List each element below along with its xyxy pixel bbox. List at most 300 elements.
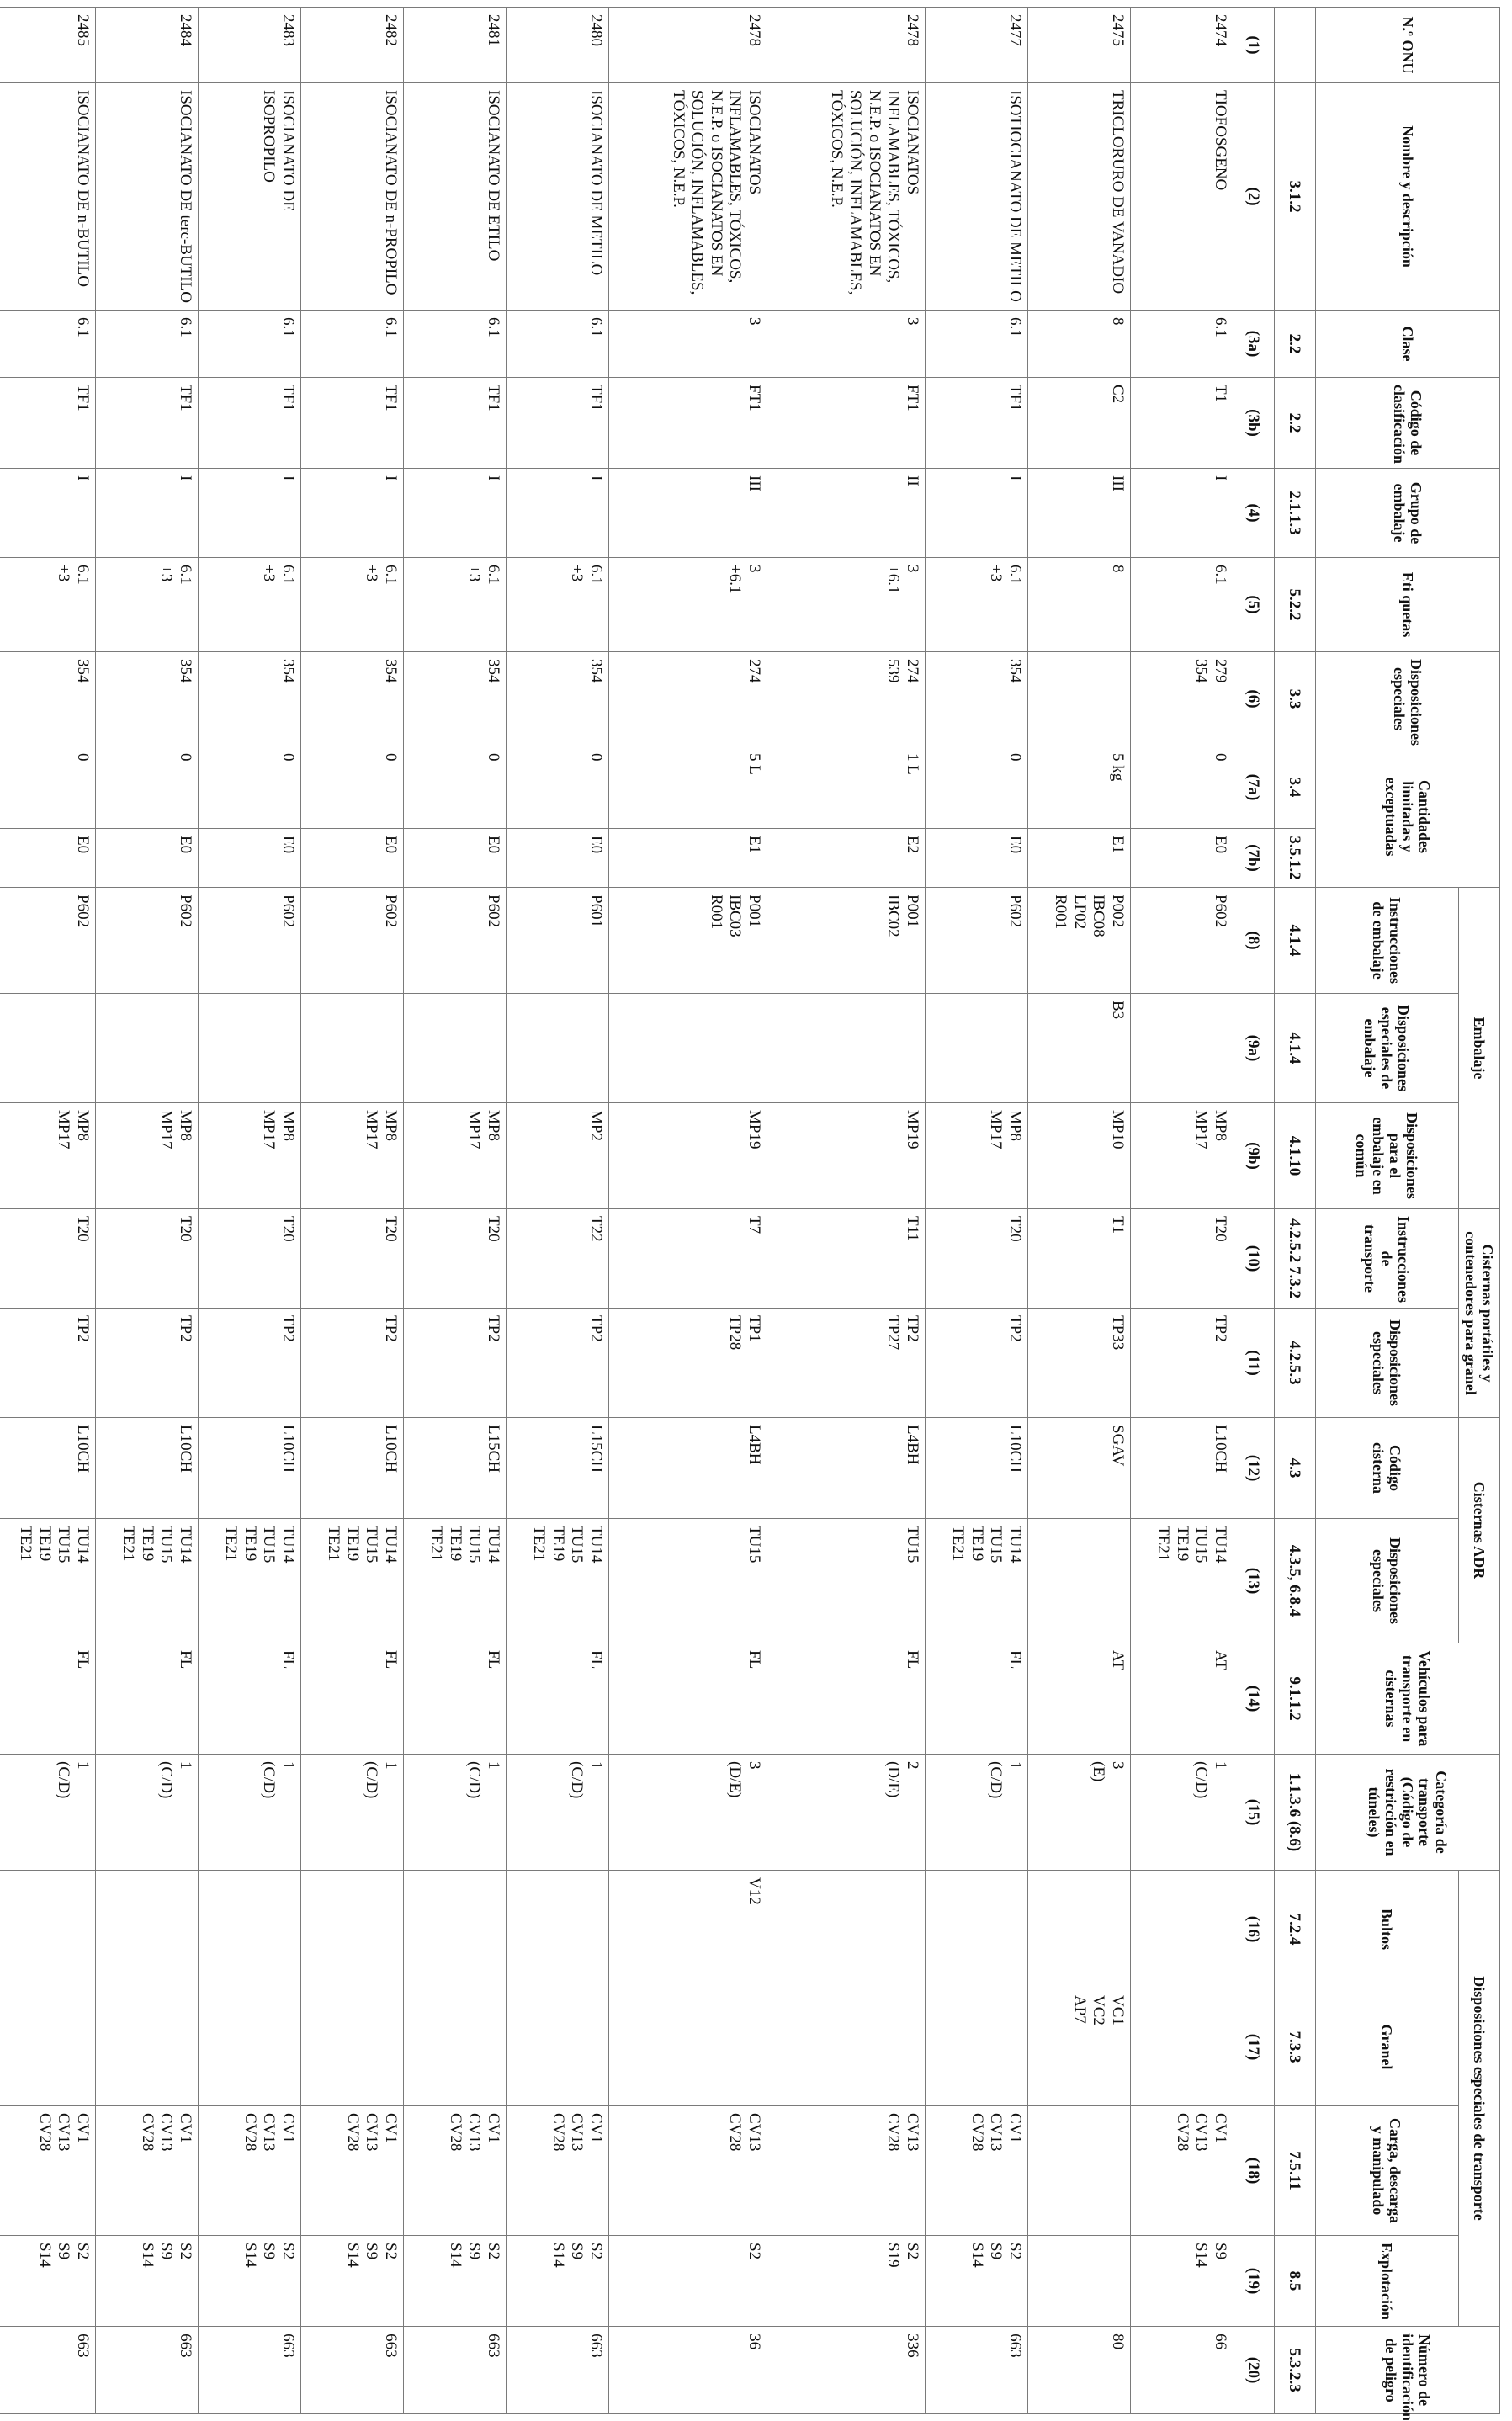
mixed-packing-cell: MP8 MP17 bbox=[95, 1103, 198, 1209]
bulk-cell bbox=[1130, 1988, 1233, 2106]
labels-cell: 3 +6.1 bbox=[767, 558, 925, 652]
adr-tank-special-cell: TU14 TU15 TE19 TE21 bbox=[0, 1519, 95, 1643]
transport-category-cell: 1 (C/D) bbox=[925, 1755, 1027, 1871]
reference-cell: 9.1.1.2 bbox=[1274, 1643, 1315, 1755]
table-row bbox=[198, 8, 300, 2414]
excepted-quantity-cell: E0 bbox=[506, 829, 608, 888]
header-special-packing: Disposiciones especiales de embalaje bbox=[1315, 994, 1458, 1103]
classification-code-cell: TF1 bbox=[506, 378, 608, 469]
tank-instructions-cell: T11 bbox=[767, 1209, 925, 1309]
tank-code-cell: L10CH bbox=[198, 1418, 300, 1519]
header-tank-instructions: Instrucciones de transporte bbox=[1315, 1209, 1458, 1309]
packing-instructions-cell: P602 bbox=[198, 888, 300, 994]
adr-tank-special-cell: TU14 TU15 TE19 TE21 bbox=[1130, 1519, 1233, 1643]
loading-cell: CV1 CV13 CV28 bbox=[1130, 2106, 1233, 2236]
hazard-id-cell: 336 bbox=[767, 2327, 925, 2414]
vehicle-cell: FL bbox=[608, 1643, 767, 1755]
vehicle-cell: FL bbox=[767, 1643, 925, 1755]
column-number-cell: (7a) bbox=[1233, 746, 1274, 829]
vehicle-cell: FL bbox=[506, 1643, 608, 1755]
limited-quantity-cell: 1 L bbox=[767, 746, 925, 829]
excepted-quantity-cell: E0 bbox=[198, 829, 300, 888]
tank-code-cell: L10CH bbox=[1130, 1418, 1233, 1519]
special-packing-cell: B3 bbox=[1027, 994, 1130, 1103]
tank-code-cell: L4BH bbox=[767, 1418, 925, 1519]
transport-category-cell: 1 (C/D) bbox=[0, 1755, 95, 1871]
reference-cell bbox=[1274, 8, 1315, 83]
mixed-packing-cell: MP8 MP17 bbox=[0, 1103, 95, 1209]
limited-quantity-cell: 0 bbox=[0, 746, 95, 829]
column-number-cell: (16) bbox=[1233, 1871, 1274, 1988]
bulk-cell bbox=[95, 1988, 198, 2106]
table-row bbox=[1027, 8, 1130, 2414]
tank-special-cell: TP33 bbox=[1027, 1309, 1130, 1418]
limited-quantity-cell: 0 bbox=[300, 746, 403, 829]
header-special-provisions: Disposiciones especiales bbox=[1315, 652, 1499, 746]
column-number-cell: (9b) bbox=[1233, 1103, 1274, 1209]
excepted-quantity-cell: E0 bbox=[0, 829, 95, 888]
class-cell: 6.1 bbox=[1130, 311, 1233, 378]
loading-cell: CV1 CV13 CV28 bbox=[0, 2106, 95, 2236]
class-cell: 3 bbox=[608, 311, 767, 378]
un-number-cell: 2474 bbox=[1130, 8, 1233, 83]
packing-group-cell: I bbox=[300, 469, 403, 558]
vehicle-cell: FL bbox=[198, 1643, 300, 1755]
column-number-cell: (2) bbox=[1233, 83, 1274, 311]
un-number-cell: 2475 bbox=[1027, 8, 1130, 83]
tank-special-cell: TP2 bbox=[95, 1309, 198, 1418]
adr-tank-special-cell: TU14 TU15 TE19 TE21 bbox=[506, 1519, 608, 1643]
operation-cell: S2 S9 S14 bbox=[506, 2236, 608, 2327]
bulk-cell bbox=[506, 1988, 608, 2106]
mixed-packing-cell: MP8 MP17 bbox=[198, 1103, 300, 1209]
mixed-packing-cell: MP8 MP17 bbox=[403, 1103, 506, 1209]
reference-cell: 4.2.5.3 bbox=[1274, 1309, 1315, 1418]
header-loading: Carga, descarga y manipulado bbox=[1315, 2106, 1458, 2236]
packing-group-cell: II bbox=[767, 469, 925, 558]
header-class: Clase bbox=[1315, 311, 1499, 378]
tank-instructions-cell: T7 bbox=[608, 1209, 767, 1309]
reference-cell: 4.3.5, 6.8.4 bbox=[1274, 1519, 1315, 1643]
hazard-id-cell: 663 bbox=[300, 2327, 403, 2414]
class-cell: 6.1 bbox=[506, 311, 608, 378]
tank-special-cell: TP2 bbox=[0, 1309, 95, 1418]
header-tank-special: Disposiciones especiales bbox=[1315, 1309, 1458, 1418]
un-number-cell: 2482 bbox=[300, 8, 403, 83]
header-adr-tanks: Cisternas ADR bbox=[1458, 1418, 1499, 1643]
class-cell: 6.1 bbox=[925, 311, 1027, 378]
hazard-id-cell: 80 bbox=[1027, 2327, 1130, 2414]
column-number-cell: (9a) bbox=[1233, 994, 1274, 1103]
mixed-packing-cell: MP8 MP17 bbox=[925, 1103, 1027, 1209]
table-body bbox=[0, 8, 1233, 2414]
transport-category-cell: 1 (C/D) bbox=[403, 1755, 506, 1871]
adr-tank-special-cell: TU14 TU15 TE19 TE21 bbox=[300, 1519, 403, 1643]
transport-category-cell: 1 (C/D) bbox=[506, 1755, 608, 1871]
packing-instructions-cell: P602 bbox=[300, 888, 403, 994]
header-adr-tank-special: Disposiciones especiales bbox=[1315, 1519, 1458, 1643]
loading-cell: CV1 CV13 CV28 bbox=[198, 2106, 300, 2236]
packing-instructions-cell: P602 bbox=[1130, 888, 1233, 994]
name-cell: ISOCIANATO DE ETILO bbox=[403, 83, 506, 311]
packages-cell bbox=[300, 1871, 403, 1988]
packages-cell bbox=[1027, 1871, 1130, 1988]
column-number-cell: (3a) bbox=[1233, 311, 1274, 378]
special-provisions-cell: 354 bbox=[300, 652, 403, 746]
column-number-cell: (18) bbox=[1233, 2106, 1274, 2236]
transport-category-cell: 2 (D/E) bbox=[767, 1755, 925, 1871]
special-provisions-cell: 354 bbox=[403, 652, 506, 746]
tank-special-cell: TP2 bbox=[506, 1309, 608, 1418]
header-tank-code: Código cisterna bbox=[1315, 1418, 1458, 1519]
un-number-cell: 2483 bbox=[198, 8, 300, 83]
header-hazard-id: Número de identificación de peligro bbox=[1315, 2327, 1499, 2414]
labels-cell: 6.1 bbox=[1130, 558, 1233, 652]
column-number-cell: (17) bbox=[1233, 1988, 1274, 2106]
adr-tank-special-cell: TU14 TU15 TE19 TE21 bbox=[95, 1519, 198, 1643]
packing-group-cell: I bbox=[0, 469, 95, 558]
table-row bbox=[925, 8, 1027, 2414]
operation-cell: S2 S9 S14 bbox=[300, 2236, 403, 2327]
packing-group-cell: I bbox=[1130, 469, 1233, 558]
reference-cell: 4.1.4 bbox=[1274, 994, 1315, 1103]
table-row bbox=[403, 8, 506, 2414]
reference-cell: 7.3.3 bbox=[1274, 1988, 1315, 2106]
adr-tank-special-cell bbox=[1027, 1519, 1130, 1643]
column-number-cell: (15) bbox=[1233, 1755, 1274, 1871]
reference-cell: 3.3 bbox=[1274, 652, 1315, 746]
column-number-cell: (1) bbox=[1233, 8, 1274, 83]
bulk-cell bbox=[608, 1988, 767, 2106]
hazard-id-cell: 663 bbox=[403, 2327, 506, 2414]
special-packing-cell bbox=[767, 994, 925, 1103]
tank-code-cell: L10CH bbox=[925, 1418, 1027, 1519]
classification-code-cell: TF1 bbox=[0, 378, 95, 469]
un-number-cell: 2480 bbox=[506, 8, 608, 83]
un-number-cell: 2478 bbox=[608, 8, 767, 83]
un-number-cell: 2477 bbox=[925, 8, 1027, 83]
tank-special-cell: TP2 bbox=[300, 1309, 403, 1418]
adr-tank-special-cell: TU15 bbox=[767, 1519, 925, 1643]
header-operation: Explotación bbox=[1315, 2236, 1458, 2327]
tank-code-cell: SGAV bbox=[1027, 1418, 1130, 1519]
limited-quantity-cell: 0 bbox=[403, 746, 506, 829]
operation-cell: S2 S9 S14 bbox=[0, 2236, 95, 2327]
table-row bbox=[95, 8, 198, 2414]
special-provisions-cell: 279 354 bbox=[1130, 652, 1233, 746]
tank-special-cell: TP2 bbox=[198, 1309, 300, 1418]
labels-cell: 6.1 +3 bbox=[198, 558, 300, 652]
column-number-cell: (12) bbox=[1233, 1418, 1274, 1519]
loading-cell: CV1 CV13 CV28 bbox=[403, 2106, 506, 2236]
tank-instructions-cell: T1 bbox=[1027, 1209, 1130, 1309]
reference-cell: 3.5.1.2 bbox=[1274, 829, 1315, 888]
packing-group-cell: I bbox=[95, 469, 198, 558]
classification-code-cell: TF1 bbox=[198, 378, 300, 469]
excepted-quantity-cell: E1 bbox=[608, 829, 767, 888]
packages-cell bbox=[403, 1871, 506, 1988]
special-packing-cell bbox=[608, 994, 767, 1103]
classification-code-cell: C2 bbox=[1027, 378, 1130, 469]
tank-special-cell: TP2 TP27 bbox=[767, 1309, 925, 1418]
class-cell: 6.1 bbox=[403, 311, 506, 378]
limited-quantity-cell: 5 kg bbox=[1027, 746, 1130, 829]
header-mixed-packing: Disposiciones para el embalaje en común bbox=[1315, 1103, 1458, 1209]
tank-code-cell: L4BH bbox=[608, 1418, 767, 1519]
tank-special-cell: TP2 bbox=[1130, 1309, 1233, 1418]
special-provisions-cell: 354 bbox=[0, 652, 95, 746]
transport-category-cell: 1 (C/D) bbox=[1130, 1755, 1233, 1871]
header-packages: Bultos bbox=[1315, 1871, 1458, 1988]
excepted-quantity-cell: E0 bbox=[300, 829, 403, 888]
bulk-cell bbox=[767, 1988, 925, 2106]
limited-quantity-cell: 0 bbox=[95, 746, 198, 829]
excepted-quantity-cell: E0 bbox=[925, 829, 1027, 888]
column-number-cell: (10) bbox=[1233, 1209, 1274, 1309]
packing-instructions-cell: P001 IBC03 R001 bbox=[608, 888, 767, 994]
header-portable-tanks: Cisternas portátiles y contenedores para granel bbox=[1458, 1209, 1499, 1418]
labels-cell: 8 bbox=[1027, 558, 1130, 652]
loading-cell: CV13 CV28 bbox=[767, 2106, 925, 2236]
name-cell: ISOTIOCIANATO DE METILO bbox=[925, 83, 1027, 311]
loading-cell bbox=[1027, 2106, 1130, 2236]
special-provisions-cell: 354 bbox=[95, 652, 198, 746]
labels-cell: 6.1 +3 bbox=[925, 558, 1027, 652]
mixed-packing-cell: MP8 MP17 bbox=[300, 1103, 403, 1209]
special-provisions-cell bbox=[1027, 652, 1130, 746]
packages-cell bbox=[0, 1871, 95, 1988]
hazard-id-cell: 663 bbox=[925, 2327, 1027, 2414]
packages-cell bbox=[1130, 1871, 1233, 1988]
loading-cell: CV13 CV28 bbox=[608, 2106, 767, 2236]
reference-row bbox=[1274, 8, 1315, 2414]
tank-code-cell: L15CH bbox=[506, 1418, 608, 1519]
special-packing-cell bbox=[925, 994, 1027, 1103]
special-provisions-cell: 354 bbox=[506, 652, 608, 746]
header-transport-special: Disposiciones especiales de transporte bbox=[1458, 1871, 1499, 2327]
tank-instructions-cell: T22 bbox=[506, 1209, 608, 1309]
vehicle-cell: FL bbox=[300, 1643, 403, 1755]
special-packing-cell bbox=[1130, 994, 1233, 1103]
special-provisions-cell: 274 bbox=[608, 652, 767, 746]
packing-instructions-cell: P001 IBC02 bbox=[767, 888, 925, 994]
header-packaging: Embalaje bbox=[1458, 888, 1499, 1209]
name-cell: ISOCIANATOS INFLAMABLES, TÓXICOS, N.E.P. o ISOCIANATOS EN SOLUCIÓN, INFLAMABLES, TÓXICOS, N.E.P. bbox=[767, 83, 925, 311]
mixed-packing-cell: MP8 MP17 bbox=[1130, 1103, 1233, 1209]
labels-cell: 6.1 +3 bbox=[95, 558, 198, 652]
packages-cell bbox=[506, 1871, 608, 1988]
table-row bbox=[300, 8, 403, 2414]
bulk-cell bbox=[198, 1988, 300, 2106]
reference-cell: 5.3.2.3 bbox=[1274, 2327, 1315, 2414]
packing-instructions-cell: P002 IBC08 LP02 R001 bbox=[1027, 888, 1130, 994]
column-number-cell: (13) bbox=[1233, 1519, 1274, 1643]
labels-cell: 6.1 +3 bbox=[0, 558, 95, 652]
packing-instructions-cell: P602 bbox=[925, 888, 1027, 994]
un-number-cell: 2481 bbox=[403, 8, 506, 83]
hazard-id-cell: 663 bbox=[506, 2327, 608, 2414]
tank-code-cell: L10CH bbox=[300, 1418, 403, 1519]
operation-cell: S2 S9 S14 bbox=[95, 2236, 198, 2327]
tank-code-cell: L10CH bbox=[0, 1418, 95, 1519]
column-number-cell: (14) bbox=[1233, 1643, 1274, 1755]
special-packing-cell bbox=[403, 994, 506, 1103]
class-cell: 6.1 bbox=[95, 311, 198, 378]
mixed-packing-cell: MP2 bbox=[506, 1103, 608, 1209]
operation-cell: S2 bbox=[608, 2236, 767, 2327]
un-number-cell: 2485 bbox=[0, 8, 95, 83]
name-cell: ISOCIANATO DE ISOPROPILO bbox=[198, 83, 300, 311]
table-row bbox=[0, 8, 95, 2414]
name-cell: ISOCIANATO DE n-BUTILO bbox=[0, 83, 95, 311]
limited-quantity-cell: 5 L bbox=[608, 746, 767, 829]
column-number-row bbox=[1233, 8, 1274, 2414]
packing-group-cell: I bbox=[403, 469, 506, 558]
hazard-id-cell: 66 bbox=[1130, 2327, 1233, 2414]
class-cell: 3 bbox=[767, 311, 925, 378]
reference-cell: 7.2.4 bbox=[1274, 1871, 1315, 1988]
packing-group-cell: III bbox=[1027, 469, 1130, 558]
reference-cell: 3.1.2 bbox=[1274, 83, 1315, 311]
transport-category-cell: 1 (C/D) bbox=[95, 1755, 198, 1871]
bulk-cell: VC1 VC2 AP7 bbox=[1027, 1988, 1130, 2106]
reference-cell: 3.4 bbox=[1274, 746, 1315, 829]
tank-code-cell: L15CH bbox=[403, 1418, 506, 1519]
packing-instructions-cell: P602 bbox=[95, 888, 198, 994]
classification-code-cell: TF1 bbox=[300, 378, 403, 469]
header-transport-category: Categoría de transporte (Código de restricción en túneles) bbox=[1315, 1755, 1499, 1871]
reference-cell: 4.3 bbox=[1274, 1418, 1315, 1519]
hazard-id-cell: 36 bbox=[608, 2327, 767, 2414]
special-packing-cell bbox=[198, 994, 300, 1103]
operation-cell: S9 S14 bbox=[1130, 2236, 1233, 2327]
classification-code-cell: TF1 bbox=[95, 378, 198, 469]
name-cell: TIOFOSGENO bbox=[1130, 83, 1233, 311]
tank-instructions-cell: T20 bbox=[95, 1209, 198, 1309]
classification-code-cell: TF1 bbox=[403, 378, 506, 469]
excepted-quantity-cell: E1 bbox=[1027, 829, 1130, 888]
column-number-cell: (8) bbox=[1233, 888, 1274, 994]
name-cell: ISOCIANATO DE terc-BUTILO bbox=[95, 83, 198, 311]
packing-instructions-cell: P602 bbox=[0, 888, 95, 994]
hazard-id-cell: 663 bbox=[95, 2327, 198, 2414]
adr-tank-special-cell: TU15 bbox=[608, 1519, 767, 1643]
tank-special-cell: TP1 TP28 bbox=[608, 1309, 767, 1418]
hazard-id-cell: 663 bbox=[0, 2327, 95, 2414]
column-number-cell: (3b) bbox=[1233, 378, 1274, 469]
tank-special-cell: TP2 bbox=[925, 1309, 1027, 1418]
reference-cell: 8.5 bbox=[1274, 2236, 1315, 2327]
classification-code-cell: TF1 bbox=[925, 378, 1027, 469]
header-classification-code: Código de clasificación bbox=[1315, 378, 1499, 469]
reference-cell: 7.5.11 bbox=[1274, 2106, 1315, 2236]
header-limited-quantities: Cantidades limitadas y exceptuadas bbox=[1315, 746, 1499, 888]
special-packing-cell bbox=[506, 994, 608, 1103]
transport-category-cell: 3 (D/E) bbox=[608, 1755, 767, 1871]
classification-code-cell: FT1 bbox=[608, 378, 767, 469]
reference-cell: 4.2.5.2 7.3.2 bbox=[1274, 1209, 1315, 1309]
header-un-number: N.º ONU bbox=[1315, 8, 1499, 83]
labels-cell: 6.1 +3 bbox=[403, 558, 506, 652]
limited-quantity-cell: 0 bbox=[1130, 746, 1233, 829]
tank-instructions-cell: T20 bbox=[0, 1209, 95, 1309]
hazard-id-cell: 663 bbox=[198, 2327, 300, 2414]
tank-instructions-cell: T20 bbox=[403, 1209, 506, 1309]
adr-tank-special-cell: TU14 TU15 TE19 TE21 bbox=[925, 1519, 1027, 1643]
tank-code-cell: L10CH bbox=[95, 1418, 198, 1519]
column-number-cell: (20) bbox=[1233, 2327, 1274, 2414]
un-number-cell: 2484 bbox=[95, 8, 198, 83]
loading-cell: CV1 CV13 CV28 bbox=[95, 2106, 198, 2236]
packing-instructions-cell: P601 bbox=[506, 888, 608, 994]
packages-cell bbox=[767, 1871, 925, 1988]
operation-cell: S2 S9 S14 bbox=[198, 2236, 300, 2327]
special-packing-cell bbox=[0, 994, 95, 1103]
labels-cell: 6.1 +3 bbox=[300, 558, 403, 652]
reference-cell: 2.2 bbox=[1274, 311, 1315, 378]
name-cell: ISOCIANATO DE n-PROPILO bbox=[300, 83, 403, 311]
class-cell: 8 bbox=[1027, 311, 1130, 378]
excepted-quantity-cell: E0 bbox=[95, 829, 198, 888]
operation-cell bbox=[1027, 2236, 1130, 2327]
transport-category-cell: 1 (C/D) bbox=[198, 1755, 300, 1871]
packing-instructions-cell: P602 bbox=[403, 888, 506, 994]
classification-code-cell: T1 bbox=[1130, 378, 1233, 469]
loading-cell: CV1 CV13 CV28 bbox=[925, 2106, 1027, 2236]
labels-cell: 3 +6.1 bbox=[608, 558, 767, 652]
limited-quantity-cell: 0 bbox=[925, 746, 1027, 829]
column-number-cell: (4) bbox=[1233, 469, 1274, 558]
header-packing-group: Grupo de embalaje bbox=[1315, 469, 1499, 558]
column-number-cell: (11) bbox=[1233, 1309, 1274, 1418]
packing-group-cell: I bbox=[198, 469, 300, 558]
transport-category-cell: 3 (E) bbox=[1027, 1755, 1130, 1871]
vehicle-cell: FL bbox=[403, 1643, 506, 1755]
mixed-packing-cell: MP19 bbox=[767, 1103, 925, 1209]
operation-cell: S2 S9 S14 bbox=[925, 2236, 1027, 2327]
column-number-cell: (6) bbox=[1233, 652, 1274, 746]
vehicle-cell: FL bbox=[0, 1643, 95, 1755]
bulk-cell bbox=[925, 1988, 1027, 2106]
reference-cell: 2.1.1.3 bbox=[1274, 469, 1315, 558]
vehicle-cell: FL bbox=[925, 1643, 1027, 1755]
reference-cell: 4.1.4 bbox=[1274, 888, 1315, 994]
adr-tank-special-cell: TU14 TU15 TE19 TE21 bbox=[403, 1519, 506, 1643]
vehicle-cell: AT bbox=[1027, 1643, 1130, 1755]
special-provisions-cell: 354 bbox=[925, 652, 1027, 746]
limited-quantity-cell: 0 bbox=[198, 746, 300, 829]
special-packing-cell bbox=[300, 994, 403, 1103]
tank-instructions-cell: T20 bbox=[925, 1209, 1027, 1309]
excepted-quantity-cell: E2 bbox=[767, 829, 925, 888]
packing-group-cell: III bbox=[608, 469, 767, 558]
reference-cell: 4.1.10 bbox=[1274, 1103, 1315, 1209]
limited-quantity-cell: 0 bbox=[506, 746, 608, 829]
header-vehicle: Vehículos para transporte en cisternas bbox=[1315, 1643, 1499, 1755]
dangerous-goods-table bbox=[0, 7, 1500, 2421]
header-name-description: Nombre y descripción bbox=[1315, 83, 1499, 311]
packing-group-cell: I bbox=[506, 469, 608, 558]
excepted-quantity-cell: E0 bbox=[1130, 829, 1233, 888]
mixed-packing-cell: MP19 bbox=[608, 1103, 767, 1209]
un-number-cell: 2478 bbox=[767, 8, 925, 83]
name-cell: ISOCIANATO DE METILO bbox=[506, 83, 608, 311]
operation-cell: S2 S19 bbox=[767, 2236, 925, 2327]
header-bulk: Granel bbox=[1315, 1988, 1458, 2106]
reference-cell: 5.2.2 bbox=[1274, 558, 1315, 652]
special-provisions-cell: 354 bbox=[198, 652, 300, 746]
packages-cell bbox=[198, 1871, 300, 1988]
